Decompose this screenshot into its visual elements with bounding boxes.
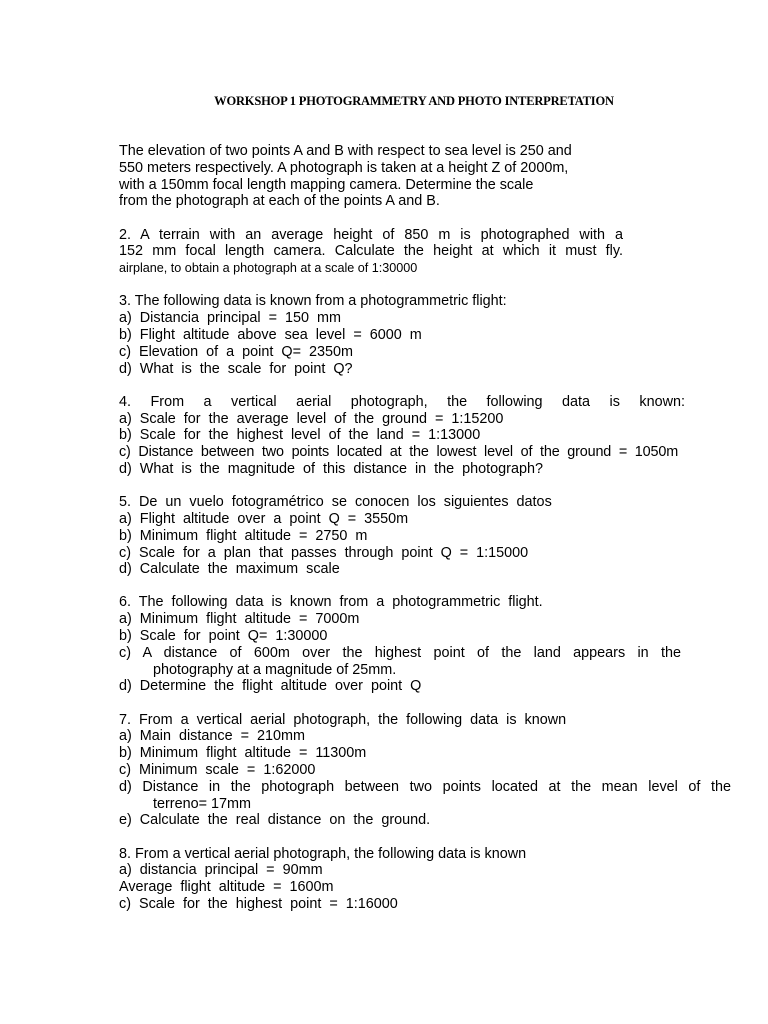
exercise-4-item-c: c) Distance between two points located at the lowest level of the ground = 1050m [119,444,679,461]
exercise-1-line-3: with a 150mm focal length mapping camera. Determine the scale [119,176,534,193]
exercise-5 [119,494,759,578]
exercise-7-item-d-continued: terreno= 17mm [153,795,251,812]
exercise-8-item-a: a) distancia principal = 90mm [119,862,323,879]
exercise-5-item-b: b) Minimum flight altitude = 2750 m [119,527,368,544]
exercise-4-line-1: 4. From a vertical aerial photograph, the following data is known: [119,393,685,410]
exercise-5-item-a: a) Flight altitude over a point Q = 3550m [119,510,409,527]
exercise-6-item-c: c) A distance of 600m over the highest point of the land appears in the [119,644,681,661]
exercise-7-item-b: b) Minimum flight altitude = 11300m [119,745,367,762]
exercise-6-item-d: d) Determine the flight altitude over point Q [119,678,422,695]
exercise-6-item-c-continued: photography at a magnitude of 25mm. [153,661,397,678]
exercise-6-item-a: a) Minimum flight altitude = 7000m [119,611,360,628]
exercise-1-line-4: from the photograph at each of the points A and B. [119,193,440,210]
exercise-7-line-1: 7. From a vertical aerial photograph, the following data is known [119,711,567,728]
exercise-8 [119,846,759,913]
exercise-2-line-3: airplane, to obtain a photograph at a scale of 1:30000 [119,261,418,276]
exercise-5-item-d: d) Calculate the maximum scale [119,561,340,578]
exercise-2-line-1: 2. A terrain with an average height of 850 m is photographed with a [119,226,623,243]
exercise-6-item-b: b) Scale for point Q= 1:30000 [119,628,328,645]
exercise-6 [119,594,759,695]
exercise-3-item-d: d) What is the scale for point Q? [119,360,353,377]
exercise-7-item-e: e) Calculate the real distance on the ground. [119,812,431,829]
exercise-3-item-a: a) Distancia principal = 150 mm [119,310,341,327]
exercise-1-line-2: 550 meters respectively. A photograph is taken at a height Z of 2000m, [119,159,569,176]
exercise-3-line-1: 3. The following data is known from a photogrammetric flight: [119,293,507,310]
exercise-2-line-2: 152 mm focal length camera. Calculate the height at which it must fly. [119,243,623,260]
exercise-7-item-a: a) Main distance = 210mm [119,728,305,745]
exercise-3 [119,293,759,377]
exercise-5-item-c: c) Scale for a plan that passes through point Q = 1:15000 [119,544,529,561]
exercise-8-item-b: Average flight altitude = 1600m [119,879,334,896]
exercise-7-item-d: d) Distance in the photograph between two points located at the mean level of the [119,778,731,795]
exercise-4-item-d: d) What is the magnitude of this distance in the photograph? [119,460,543,477]
exercise-2 [119,227,759,277]
exercise-3-item-b: b) Flight altitude above sea level = 6000 m [119,326,422,343]
exercise-8-item-c: c) Scale for the highest point = 1:16000 [119,896,398,913]
exercise-4-item-a: a) Scale for the average level of the ground = 1:15200 [119,410,504,427]
exercise-1-line-1: The elevation of two points A and B with respect to sea level is 250 and [119,143,572,159]
exercise-3-item-c: c) Elevation of a point Q= 2350m [119,343,353,360]
exercise-8-line-1: 8. From a vertical aerial photograph, the following data is known [119,845,527,862]
exercise-7-item-c: c) Minimum scale = 1:62000 [119,762,316,779]
document-body [119,143,759,929]
exercise-4 [119,394,759,478]
exercise-1 [119,143,759,210]
exercise-7 [119,712,759,830]
exercise-4-item-b: b) Scale for the highest level of the land = 1:13000 [119,427,481,444]
exercise-6-line-1: 6. The following data is known from a photogrammetric flight. [119,594,543,611]
exercise-5-line-1: 5. De un vuelo fotogramétrico se conocen los siguientes datos [119,494,552,511]
document-title: WORKSHOP 1 PHOTOGRAMMETRY AND PHOTO INTERPRETATION [214,94,614,108]
